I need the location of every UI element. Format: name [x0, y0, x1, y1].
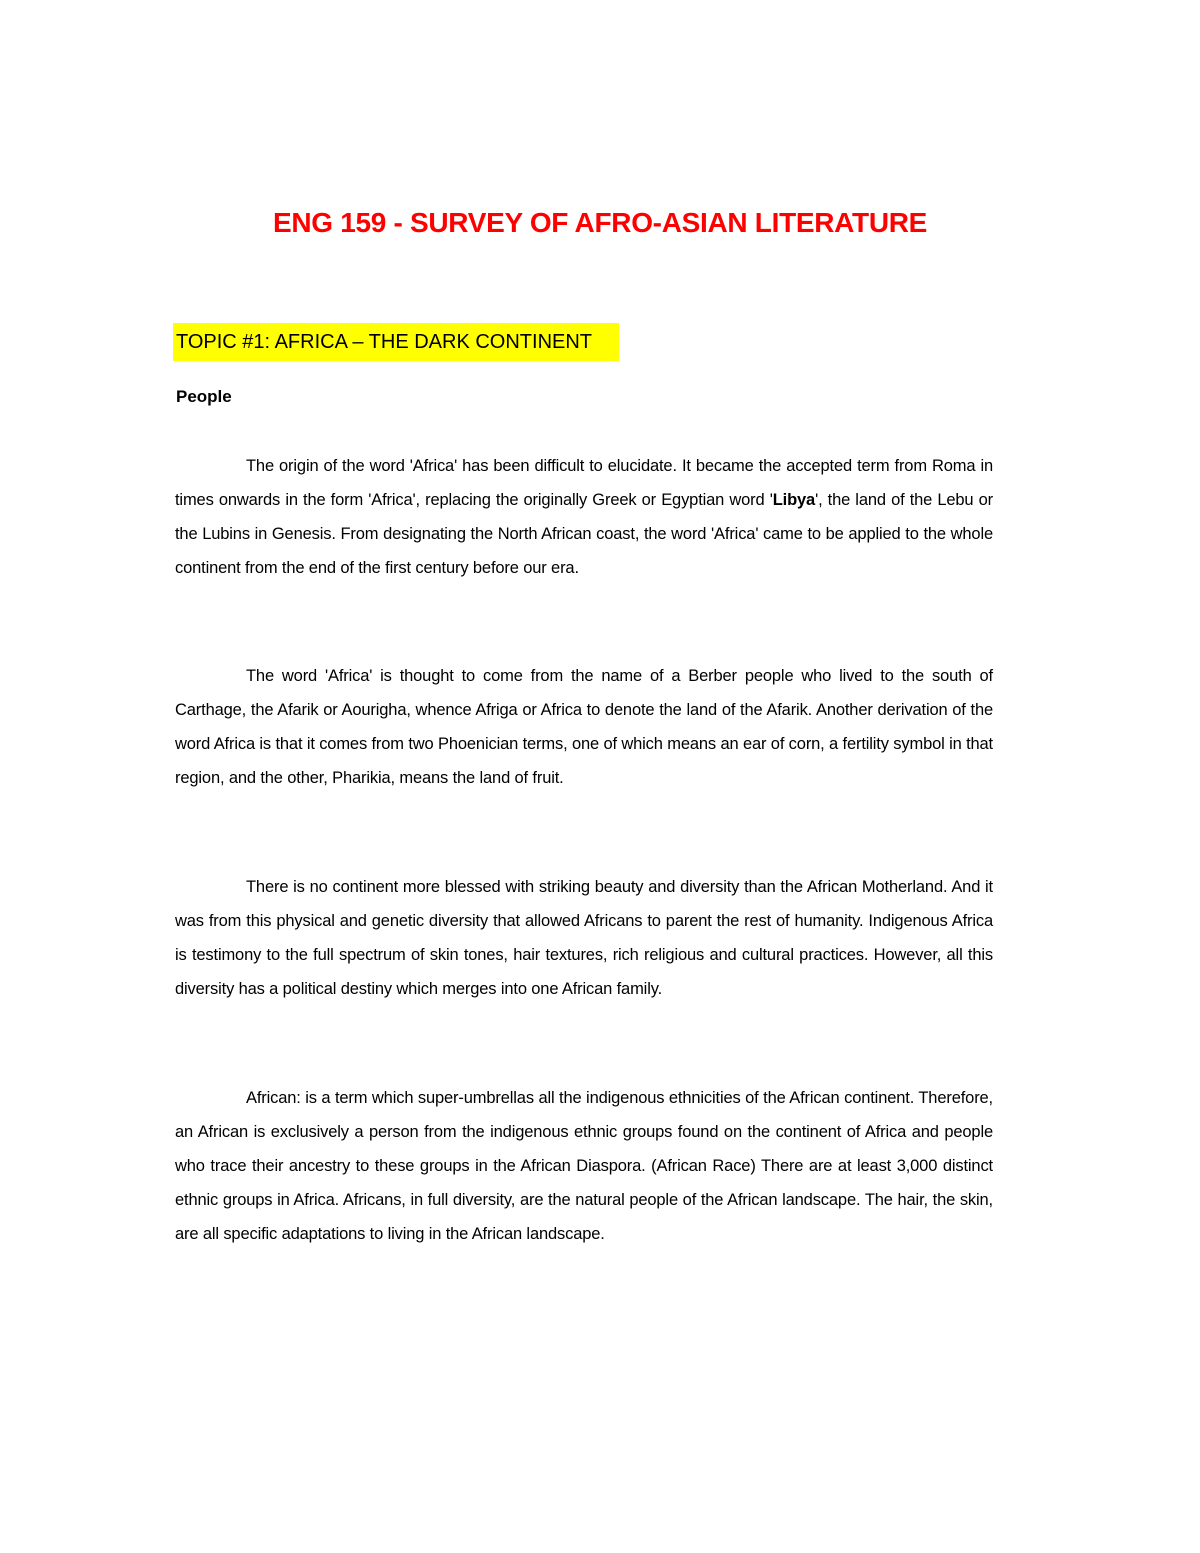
- topic-heading: [173, 323, 619, 361]
- paragraph-word-derivation: The word 'Africa' is thought to come from the name of a Berber people who lived to the south of Carthage, the Afarik or Aourigha, whence Afriga or Africa to denote the land of the Afarik. Another derivation of the word Africa is that it comes from two Phoenician terms, one of which means an ear of corn, a fertility symbol in that region, and the other, Pharikia, means the land of fruit.: [175, 667, 993, 787]
- paragraph-origin-of-word: [175, 449, 993, 585]
- paragraph-1-text-before: The origin of the word 'Africa' has been difficult to elucidate. It became the accepted term from Roma in times onwards in the form 'Africa', replacing the originally Greek or Egyptian word ': [175, 457, 993, 509]
- paragraph-1-text-after: ', the land of the Lebu or the Lubins in Genesis. From designating the North African coast, the word 'Africa' came to be applied to the whole continent from the end of the first century before our era.: [175, 491, 993, 577]
- topic-heading-highlight: TOPIC #1: AFRICA – THE DARK CONTINENT: [173, 323, 619, 361]
- document-title: ENG 159 - SURVEY OF AFRO-ASIAN LITERATURE: [272, 207, 928, 238]
- libya-term: Libya: [772, 491, 816, 509]
- paragraph-african-definition: African: is a term which super-umbrellas all the indigenous ethnicities of the African continent. Therefore, an African is exclusively a person from the indigenous ethnic groups found on the continent of Africa and people who trace their ancestry to these groups in the African Diaspora. (African Race) There are at least 3,000 distinct ethnic groups in Africa. Africans, in full diversity, are the natural people of the African landscape. The hair, the skin, are all specific adaptations to living in the African landscape.: [175, 1089, 993, 1243]
- section-label-people: People: [176, 387, 232, 406]
- paragraph-diversity: There is no continent more blessed with striking beauty and diversity than the African Motherland. And it was from this physical and genetic diversity that allowed Africans to parent the rest of humanity. Indigenous Africa is testimony to the full spectrum of skin tones, hair textures, rich religious and cultural practices. However, all this diversity has a political destiny which merges into one African family.: [175, 878, 993, 998]
